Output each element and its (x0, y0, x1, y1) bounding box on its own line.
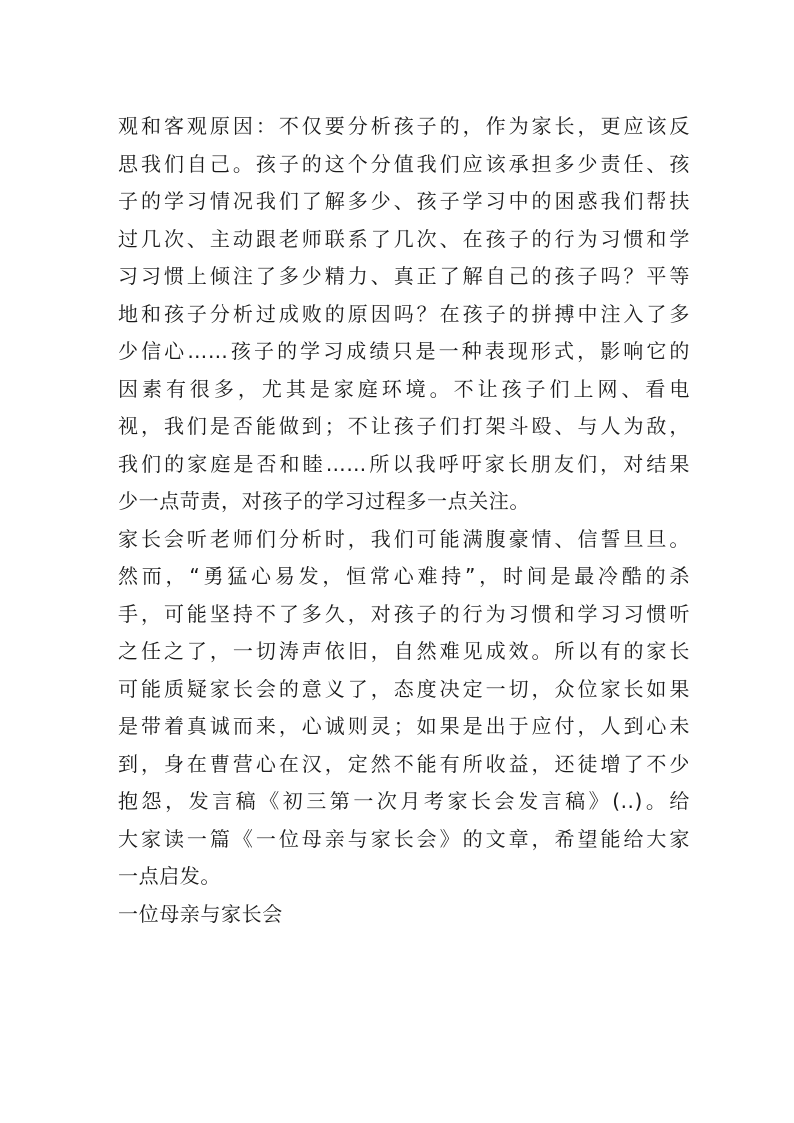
text-line: 观和客观原因：不仅要分析孩子的，作为家长，更应该反 (118, 114, 690, 138)
text-line: 之任之了，一切涛声依旧，自然难见成效。所以有的家长 (118, 639, 690, 663)
text-line: 习习惯上倾注了多少精力、真正了解自己的孩子吗？平等 (118, 264, 690, 288)
text-line: 家长会听老师们分析时，我们可能满腹豪情、信誓旦旦。 (118, 526, 690, 551)
text-line: 大家读一篇《一位母亲与家长会》的文章，希望能给大家 (118, 826, 690, 851)
text-line: 思我们自己。孩子的这个分值我们应该承担多少责任、孩 (118, 151, 690, 176)
text-line: 然而，“勇猛心易发，恒常心难持”，时间是最冷酷的杀 (118, 564, 690, 588)
text-line: 地和孩子分析过成败的原因吗？在孩子的拼搏中注入了多 (118, 301, 690, 326)
text-line: 抱怨，发言稿《初三第一次月考家长会发言稿》(..)。给 (118, 789, 690, 813)
text-line: 到，身在曹营心在汉，定然不能有所收益，还徒增了不少 (118, 751, 690, 776)
text-line: 过几次、主动跟老师联系了几次、在孩子的行为习惯和学 (118, 226, 690, 251)
text-line: 是带着真诚而来，心诚则灵；如果是出于应付，人到心未 (118, 714, 690, 738)
body-text (118, 108, 690, 933)
paragraph-end-line: 一点启发。 (118, 864, 221, 888)
text-line: 可能质疑家长会的意义了，态度决定一切，众位家长如果 (118, 676, 690, 701)
text-line: 少信心……孩子的学习成绩只是一种表现形式，影响它的 (118, 339, 690, 363)
text-line: 手，可能坚持不了多久，对孩子的行为习惯和学习习惯听 (118, 601, 690, 626)
paragraph-end-line: 少一点苛责，对孩子的学习过程多一点关注。 (118, 489, 530, 513)
section-heading: 一位母亲与家长会 (118, 901, 283, 926)
text-line: 我们的家庭是否和睦……所以我呼吁家长朋友们，对结果 (118, 451, 690, 476)
text-line: 因素有很多，尤其是家庭环境。不让孩子们上网、看电 (118, 376, 690, 401)
text-line: 子的学习情况我们了解多少、孩子学习中的困惑我们帮扶 (118, 189, 690, 213)
text-line: 视，我们是否能做到；不让孩子们打架斗殴、与人为敌， (118, 414, 690, 438)
